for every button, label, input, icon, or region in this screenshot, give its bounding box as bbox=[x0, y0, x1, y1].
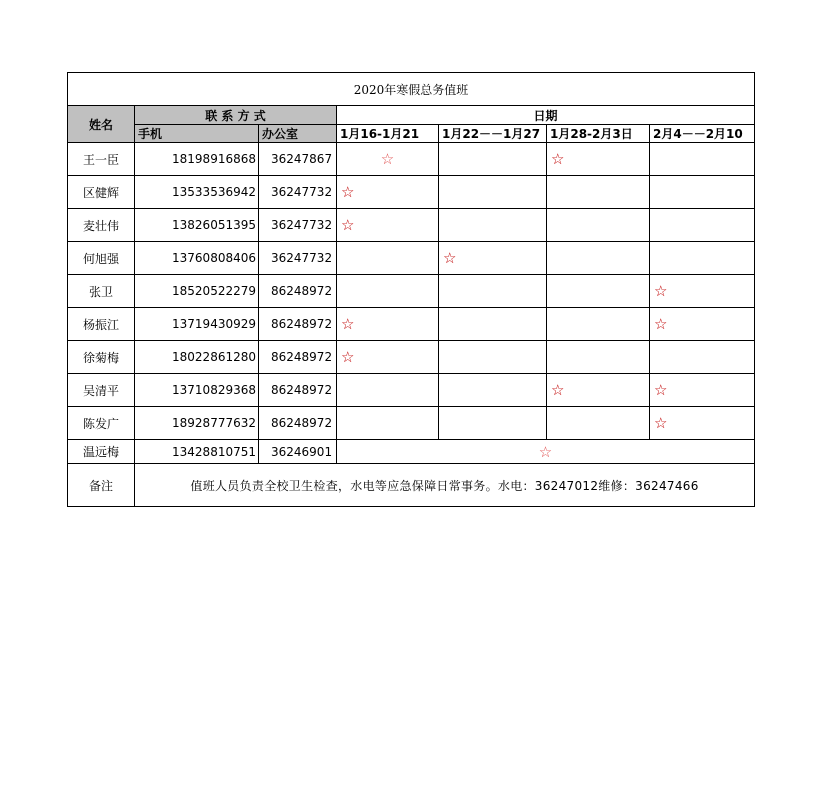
duty-cell bbox=[337, 407, 439, 440]
staff-mobile: 13760808406 bbox=[135, 242, 259, 275]
header-period-3: 1月28-2月3日 bbox=[547, 125, 650, 143]
staff-office: 36247732 bbox=[259, 209, 337, 242]
table-row bbox=[68, 143, 755, 176]
duty-merged-cell bbox=[337, 440, 755, 464]
table-row bbox=[68, 275, 755, 308]
duty-star-icon: ☆ bbox=[341, 216, 355, 234]
duty-star-icon: ☆ bbox=[443, 249, 457, 267]
table-row bbox=[68, 308, 755, 341]
duty-star-icon: ☆ bbox=[551, 150, 565, 168]
duty-star-icon: ☆ bbox=[380, 150, 395, 168]
staff-office: 36247732 bbox=[259, 242, 337, 275]
duty-cell bbox=[650, 242, 755, 275]
duty-star-icon: ☆ bbox=[654, 381, 668, 399]
duty-cell bbox=[439, 242, 547, 275]
duty-cell bbox=[547, 407, 650, 440]
duty-star-icon: ☆ bbox=[654, 315, 668, 333]
duty-cell bbox=[439, 143, 547, 176]
staff-name: 王一臣 bbox=[68, 143, 135, 176]
duty-cell bbox=[337, 242, 439, 275]
table-row bbox=[68, 440, 755, 464]
duty-cell bbox=[650, 275, 755, 308]
duty-cell bbox=[439, 341, 547, 374]
staff-name: 陈发广 bbox=[68, 407, 135, 440]
duty-star-icon: ☆ bbox=[341, 183, 355, 201]
staff-office: 86248972 bbox=[259, 407, 337, 440]
duty-cell bbox=[547, 143, 650, 176]
note-label: 备注 bbox=[68, 464, 135, 507]
duty-cell bbox=[439, 275, 547, 308]
duty-cell bbox=[337, 374, 439, 407]
staff-name: 吴清平 bbox=[68, 374, 135, 407]
duty-cell bbox=[439, 209, 547, 242]
duty-cell bbox=[439, 308, 547, 341]
staff-mobile: 18022861280 bbox=[135, 341, 259, 374]
staff-name: 麦壮伟 bbox=[68, 209, 135, 242]
staff-mobile: 18198916868 bbox=[135, 143, 259, 176]
sheet-title: 2020年寒假总务值班 bbox=[68, 73, 755, 106]
header-name: 姓名 bbox=[68, 106, 135, 143]
duty-cell bbox=[337, 143, 439, 176]
staff-mobile: 13710829368 bbox=[135, 374, 259, 407]
staff-name: 徐菊梅 bbox=[68, 341, 135, 374]
table-row bbox=[68, 407, 755, 440]
duty-cell bbox=[547, 242, 650, 275]
duty-cell bbox=[439, 407, 547, 440]
duty-cell bbox=[547, 209, 650, 242]
staff-office: 36247867 bbox=[259, 143, 337, 176]
duty-roster-table bbox=[67, 72, 755, 507]
staff-mobile: 13719430929 bbox=[135, 308, 259, 341]
header-contact: 联 系 方 式 bbox=[135, 106, 337, 125]
duty-cell bbox=[337, 308, 439, 341]
staff-office: 86248972 bbox=[259, 374, 337, 407]
staff-name: 何旭强 bbox=[68, 242, 135, 275]
table-row bbox=[68, 209, 755, 242]
staff-mobile: 18520522279 bbox=[135, 275, 259, 308]
duty-cell bbox=[337, 176, 439, 209]
duty-cell bbox=[650, 308, 755, 341]
duty-cell bbox=[337, 275, 439, 308]
duty-cell bbox=[650, 407, 755, 440]
duty-cell bbox=[439, 374, 547, 407]
duty-cell bbox=[439, 176, 547, 209]
staff-name: 张卫 bbox=[68, 275, 135, 308]
staff-office: 36246901 bbox=[259, 440, 337, 464]
roster-body bbox=[68, 143, 755, 440]
staff-mobile: 13533536942 bbox=[135, 176, 259, 209]
staff-office: 36247732 bbox=[259, 176, 337, 209]
staff-name: 杨振江 bbox=[68, 308, 135, 341]
header-period-1: 1月16-1月21 bbox=[337, 125, 439, 143]
duty-cell bbox=[547, 176, 650, 209]
duty-cell bbox=[547, 275, 650, 308]
duty-star-icon: ☆ bbox=[654, 414, 668, 432]
duty-cell bbox=[650, 176, 755, 209]
table-row bbox=[68, 176, 755, 209]
header-mobile: 手机 bbox=[135, 125, 259, 143]
header-period-4: 2月4－－2月10 bbox=[650, 125, 755, 143]
staff-office: 86248972 bbox=[259, 308, 337, 341]
duty-star-icon: ☆ bbox=[341, 348, 355, 366]
staff-name: 区健辉 bbox=[68, 176, 135, 209]
duty-star-icon: ☆ bbox=[654, 282, 668, 300]
header-period-2: 1月22－－1月27 bbox=[439, 125, 547, 143]
note-row bbox=[68, 464, 755, 507]
staff-mobile: 18928777632 bbox=[135, 407, 259, 440]
duty-cell bbox=[650, 209, 755, 242]
table-row bbox=[68, 341, 755, 374]
staff-mobile: 13826051395 bbox=[135, 209, 259, 242]
duty-star-icon: ☆ bbox=[341, 315, 355, 333]
duty-cell bbox=[547, 374, 650, 407]
header-date: 日期 bbox=[337, 106, 755, 125]
staff-office: 86248972 bbox=[259, 341, 337, 374]
header-office: 办公室 bbox=[259, 125, 337, 143]
duty-cell bbox=[650, 341, 755, 374]
duty-cell bbox=[650, 143, 755, 176]
staff-office: 86248972 bbox=[259, 275, 337, 308]
table-row bbox=[68, 374, 755, 407]
duty-cell bbox=[337, 341, 439, 374]
duty-star-icon: ☆ bbox=[538, 442, 553, 461]
duty-star-icon: ☆ bbox=[551, 381, 565, 399]
staff-mobile: 13428810751 bbox=[135, 440, 259, 464]
duty-cell bbox=[337, 209, 439, 242]
staff-name: 温远梅 bbox=[68, 440, 135, 464]
table-row bbox=[68, 242, 755, 275]
note-text: 值班人员负责全校卫生检查，水电等应急保障日常事务。水电：36247012维修：36247466 bbox=[135, 464, 755, 507]
duty-cell bbox=[547, 341, 650, 374]
duty-cell bbox=[547, 308, 650, 341]
duty-cell bbox=[650, 374, 755, 407]
